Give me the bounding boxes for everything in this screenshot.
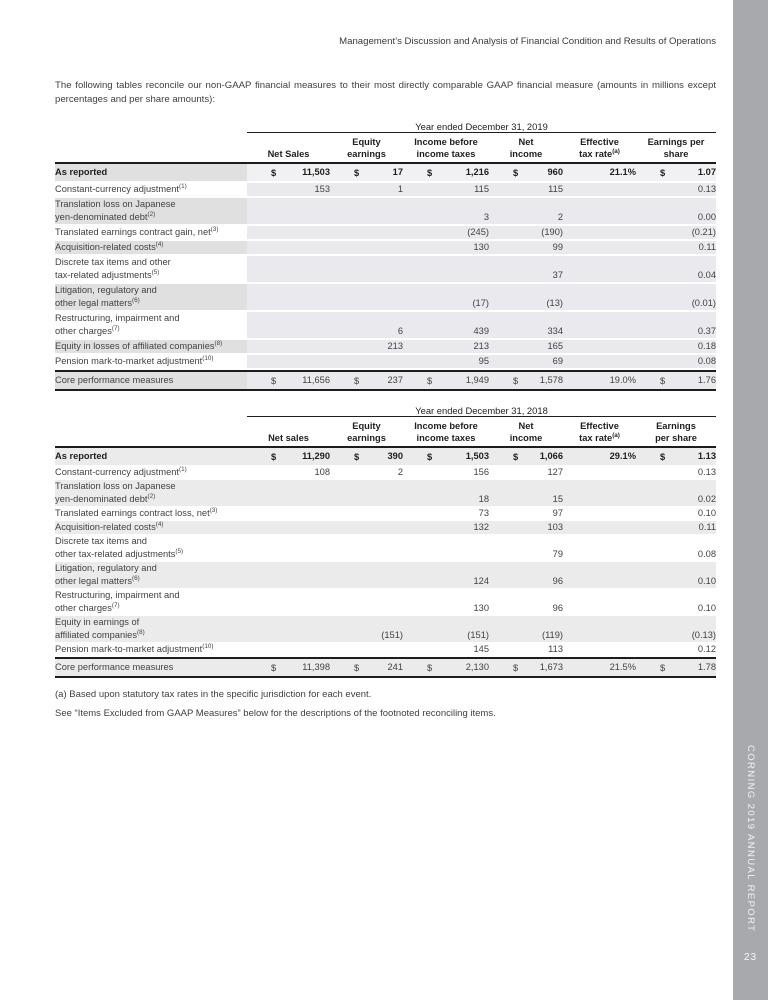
row-label: Discrete tax items andother tax-related adjustments$^{(5)}$ <box>55 535 247 562</box>
row-label: Litigation, regulatory andother legal matters$^{(6)}$ <box>55 562 247 589</box>
cell-net-income: (119) <box>489 616 563 643</box>
footnote-see-reference: See “Items Excluded from GAAP Measures” below for the descriptions of the footnoted reconciling items. <box>55 708 496 719</box>
cell-income-before-taxes: 95 <box>403 355 489 370</box>
cell-effective-tax-rate <box>563 241 636 256</box>
report-band-title: CORNING 2019 ANNUAL REPORT <box>745 745 756 933</box>
cell-earnings-per-share: (0.21) <box>636 226 716 241</box>
cell-net-income: 334 <box>489 312 563 340</box>
cell-equity-earnings <box>330 589 403 616</box>
spacer-cell <box>55 417 247 448</box>
column-header: Earnings pershare <box>636 133 716 164</box>
row-label: Pension mark-to-market adjustment$^{(10)}$ <box>55 355 247 370</box>
cell-income-before-taxes: 115 <box>403 183 489 198</box>
cell-income-before-taxes: 18 <box>403 480 489 507</box>
cell-earnings-per-share: 0.11 <box>636 521 716 535</box>
table-body-2018 <box>55 448 716 678</box>
cell-net-sales <box>247 480 330 507</box>
table-body-2019 <box>55 164 716 391</box>
spacer-cell <box>55 121 247 133</box>
table-row <box>55 256 716 284</box>
cell-earnings-per-share: 0.12 <box>636 643 716 657</box>
cell-net-income: 2 <box>489 198 563 226</box>
cell-effective-tax-rate <box>563 589 636 616</box>
cell-net-sales: $ 11,503 <box>247 164 330 183</box>
footnote-marker: (10) <box>202 642 214 650</box>
cell-earnings-per-share: 0.13 <box>636 183 716 198</box>
cell-effective-tax-rate <box>563 643 636 657</box>
cell-effective-tax-rate <box>563 521 636 535</box>
cell-net-income: 69 <box>489 355 563 370</box>
cell-earnings-per-share: 0.10 <box>636 589 716 616</box>
cell-net-sales <box>247 340 330 355</box>
page-content <box>55 0 716 719</box>
table-row <box>55 198 716 226</box>
row-label: Translation loss on Japaneseyen-denominated debt$^{(2)}$ <box>55 480 247 507</box>
page-number: 23 <box>743 952 758 963</box>
cell-equity-earnings <box>330 198 403 226</box>
row-label: Discrete tax items and othertax-related adjustments$^{(5)}$ <box>55 256 247 284</box>
cell-net-income: 115 <box>489 183 563 198</box>
cell-net-income: 79 <box>489 535 563 562</box>
column-header: Equityearnings <box>330 133 403 164</box>
cell-income-before-taxes: $ 2,130 <box>403 657 489 678</box>
year-header-2018: Year ended December 31, 2018 <box>247 405 716 417</box>
cell-net-sales <box>247 521 330 535</box>
cell-income-before-taxes <box>403 535 489 562</box>
footnote-marker: (4) <box>155 520 164 528</box>
column-header: Effectivetax rate$^{(a)}$ <box>563 417 636 448</box>
cell-net-income: 15 <box>489 480 563 507</box>
column-header-row <box>55 417 716 448</box>
cell-net-income: 37 <box>489 256 563 284</box>
column-header: Netincome <box>489 133 563 164</box>
cell-effective-tax-rate: 21.1% <box>563 164 636 183</box>
cell-income-before-taxes: 145 <box>403 643 489 657</box>
cell-income-before-taxes: 3 <box>403 198 489 226</box>
table-row <box>55 448 716 466</box>
cell-net-sales <box>247 355 330 370</box>
cell-effective-tax-rate <box>563 284 636 312</box>
cell-effective-tax-rate <box>563 480 636 507</box>
cell-earnings-per-share: 0.08 <box>636 535 716 562</box>
cell-net-income: 103 <box>489 521 563 535</box>
footnote-marker: (1) <box>179 182 187 190</box>
cell-earnings-per-share: 0.37 <box>636 312 716 340</box>
cell-effective-tax-rate <box>563 256 636 284</box>
cell-net-sales <box>247 198 330 226</box>
table-row <box>55 521 716 535</box>
table-row <box>55 226 716 241</box>
cell-net-income: 113 <box>489 643 563 657</box>
cell-income-before-taxes: $ 1,503 <box>403 448 489 466</box>
cell-effective-tax-rate: 29.1% <box>563 448 636 466</box>
table-row <box>55 480 716 507</box>
footnote-marker: (8) <box>214 339 223 347</box>
cell-effective-tax-rate <box>563 355 636 370</box>
cell-equity-earnings: 1 <box>330 183 403 198</box>
column-header: Earningsper share <box>636 417 716 448</box>
cell-net-income: (13) <box>489 284 563 312</box>
table-row <box>55 164 716 183</box>
row-label: Core performance measures <box>55 657 247 678</box>
table-row <box>55 183 716 198</box>
cell-net-income: $ 1,673 <box>489 657 563 678</box>
cell-equity-earnings: 213 <box>330 340 403 355</box>
cell-effective-tax-rate <box>563 312 636 340</box>
row-label: Constant-currency adjustment$^{(1)}$ <box>55 183 247 198</box>
table-row <box>55 562 716 589</box>
footnote-marker: (5) <box>175 547 184 555</box>
cell-net-sales: 153 <box>247 183 330 198</box>
footnote-marker: (6) <box>132 296 140 304</box>
cell-income-before-taxes: (245) <box>403 226 489 241</box>
cell-income-before-taxes: $ 1,216 <box>403 164 489 183</box>
cell-equity-earnings: $ 241 <box>330 657 403 678</box>
cell-income-before-taxes: 439 <box>403 312 489 340</box>
column-header: Equityearnings <box>330 417 403 448</box>
footnote-marker: (3) <box>210 225 219 233</box>
cell-effective-tax-rate <box>563 507 636 521</box>
cell-equity-earnings <box>330 562 403 589</box>
row-label: As reported <box>55 448 247 466</box>
cell-earnings-per-share: 0.10 <box>636 562 716 589</box>
table-row <box>55 241 716 256</box>
cell-net-sales <box>247 507 330 521</box>
column-header: Net sales <box>247 417 330 448</box>
cell-earnings-per-share: (0.13) <box>636 616 716 643</box>
cell-equity-earnings: $ 390 <box>330 448 403 466</box>
footnote-marker: (3) <box>209 506 218 514</box>
cell-net-sales: 108 <box>247 466 330 480</box>
cell-earnings-per-share: 0.18 <box>636 340 716 355</box>
cell-equity-earnings <box>330 256 403 284</box>
column-header: Income beforeincome taxes <box>403 133 489 164</box>
cell-effective-tax-rate <box>563 535 636 562</box>
cell-net-sales <box>247 226 330 241</box>
cell-equity-earnings <box>330 241 403 256</box>
footnote-marker: (a) <box>612 431 620 439</box>
cell-earnings-per-share: 0.00 <box>636 198 716 226</box>
table-row <box>55 312 716 340</box>
cell-income-before-taxes: 73 <box>403 507 489 521</box>
footnote-marker: (2) <box>147 492 156 500</box>
cell-earnings-per-share: $ 1.76 <box>636 370 716 391</box>
cell-effective-tax-rate <box>563 562 636 589</box>
row-label: Litigation, regulatory andother legal matters$^{(6)}$ <box>55 284 247 312</box>
table-row <box>55 507 716 521</box>
cell-income-before-taxes: (151) <box>403 616 489 643</box>
column-header: Net Sales <box>247 133 330 164</box>
cell-earnings-per-share: 0.11 <box>636 241 716 256</box>
cell-net-income: 96 <box>489 562 563 589</box>
cell-earnings-per-share: 0.13 <box>636 466 716 480</box>
table-row <box>55 657 716 678</box>
intro-paragraph: The following tables reconcile our non-GAAP financial measures to their most directly comparable GAAP financial measure (amounts in millions except percentages and per share amounts): <box>55 80 716 105</box>
cell-equity-earnings <box>330 535 403 562</box>
reconciliation-table-2019 <box>55 121 716 391</box>
cell-effective-tax-rate <box>563 226 636 241</box>
spacer-cell <box>55 133 247 164</box>
table-row <box>55 370 716 391</box>
table-row <box>55 284 716 312</box>
table-row <box>55 355 716 370</box>
cell-net-income: 99 <box>489 241 563 256</box>
table-row <box>55 535 716 562</box>
cell-net-sales <box>247 562 330 589</box>
cell-earnings-per-share: (0.01) <box>636 284 716 312</box>
cell-income-before-taxes: $ 1,949 <box>403 370 489 391</box>
footnote-marker: (7) <box>111 601 120 609</box>
cell-income-before-taxes: 213 <box>403 340 489 355</box>
cell-effective-tax-rate <box>563 183 636 198</box>
cell-net-sales <box>247 535 330 562</box>
footnote-marker: (1) <box>179 465 187 473</box>
footnote-marker: (4) <box>155 240 164 248</box>
table-row <box>55 340 716 355</box>
cell-equity-earnings <box>330 226 403 241</box>
cell-income-before-taxes: 130 <box>403 589 489 616</box>
cell-income-before-taxes: 156 <box>403 466 489 480</box>
footnote-a: (a) Based upon statutory tax rates in the specific jurisdiction for each event. <box>55 689 372 700</box>
cell-effective-tax-rate: 21.5% <box>563 657 636 678</box>
cell-net-sales: $ 11,398 <box>247 657 330 678</box>
cell-earnings-per-share: $ 1.07 <box>636 164 716 183</box>
reconciliation-table-2018 <box>55 405 716 678</box>
table-row <box>55 589 716 616</box>
cell-equity-earnings <box>330 521 403 535</box>
row-label: Equity in earnings ofaffiliated companies$^{(8)}$ <box>55 616 247 643</box>
cell-net-sales: $ 11,290 <box>247 448 330 466</box>
footnote-marker: (2) <box>147 210 156 218</box>
column-header-row <box>55 133 716 164</box>
cell-equity-earnings: (151) <box>330 616 403 643</box>
table-row <box>55 466 716 480</box>
cell-equity-earnings <box>330 507 403 521</box>
column-header: Effectivetax rate$^{(a)}$ <box>563 133 636 164</box>
cell-effective-tax-rate: 19.0% <box>563 370 636 391</box>
spacer-cell <box>55 405 247 417</box>
cell-net-sales <box>247 616 330 643</box>
cell-income-before-taxes: 132 <box>403 521 489 535</box>
footnote-marker: (a) <box>612 147 620 155</box>
cell-earnings-per-share: 0.10 <box>636 507 716 521</box>
cell-earnings-per-share: 0.04 <box>636 256 716 284</box>
cell-equity-earnings: 6 <box>330 312 403 340</box>
column-header: Netincome <box>489 417 563 448</box>
cell-net-income: $ 960 <box>489 164 563 183</box>
row-label: Translated earnings contract loss, net$^{(3)}$ <box>55 507 247 521</box>
cell-net-sales: $ 11,656 <box>247 370 330 391</box>
cell-equity-earnings <box>330 643 403 657</box>
row-label: Restructuring, impairment andother charges$^{(7)}$ <box>55 589 247 616</box>
cell-equity-earnings <box>330 480 403 507</box>
row-label: Equity in losses of affiliated companies$^{(8)}$ <box>55 340 247 355</box>
year-header-row <box>55 121 716 133</box>
document-title: Management’s Discussion and Analysis of Financial Condition and Results of Operations <box>339 36 716 47</box>
row-label: Pension mark-to-market adjustment$^{(10)}$ <box>55 643 247 657</box>
cell-net-income: $ 1,578 <box>489 370 563 391</box>
cell-effective-tax-rate <box>563 466 636 480</box>
cell-equity-earnings: $ 17 <box>330 164 403 183</box>
row-label: Acquisition-related costs$^{(4)}$ <box>55 241 247 256</box>
cell-earnings-per-share: 0.02 <box>636 480 716 507</box>
cell-equity-earnings: 2 <box>330 466 403 480</box>
cell-earnings-per-share: 0.08 <box>636 355 716 370</box>
table-row <box>55 643 716 657</box>
cell-net-sales <box>247 589 330 616</box>
column-header: Income beforeincome taxes <box>403 417 489 448</box>
footnote-marker: (6) <box>132 574 140 582</box>
cell-net-income: $ 1,066 <box>489 448 563 466</box>
cell-effective-tax-rate <box>563 340 636 355</box>
row-label: Translated earnings contract gain, net$^{(3)}$ <box>55 226 247 241</box>
cell-net-income: (190) <box>489 226 563 241</box>
report-side-band <box>733 0 768 1000</box>
cell-income-before-taxes: 130 <box>403 241 489 256</box>
cell-net-income: 97 <box>489 507 563 521</box>
row-label: Core performance measures <box>55 370 247 391</box>
cell-net-sales <box>247 241 330 256</box>
cell-earnings-per-share: $ 1.78 <box>636 657 716 678</box>
table-row <box>55 616 716 643</box>
cell-equity-earnings <box>330 284 403 312</box>
cell-effective-tax-rate <box>563 198 636 226</box>
cell-net-income: 165 <box>489 340 563 355</box>
footnote-marker: (10) <box>202 354 214 362</box>
cell-income-before-taxes: (17) <box>403 284 489 312</box>
cell-net-sales <box>247 284 330 312</box>
row-label: Restructuring, impairment andother charges$^{(7)}$ <box>55 312 247 340</box>
year-header-row <box>55 405 716 417</box>
cell-equity-earnings: $ 237 <box>330 370 403 391</box>
row-label: Constant-currency adjustment$^{(1)}$ <box>55 466 247 480</box>
footnote-marker: (7) <box>111 324 120 332</box>
row-label: As reported <box>55 164 247 183</box>
year-header-2019: Year ended December 31, 2019 <box>247 121 716 133</box>
cell-net-income: 96 <box>489 589 563 616</box>
cell-equity-earnings <box>330 355 403 370</box>
cell-net-sales <box>247 256 330 284</box>
row-label: Acquisition-related costs$^{(4)}$ <box>55 521 247 535</box>
cell-income-before-taxes: 124 <box>403 562 489 589</box>
row-label: Translation loss on Japaneseyen-denominated debt$^{(2)}$ <box>55 198 247 226</box>
cell-effective-tax-rate <box>563 616 636 643</box>
cell-earnings-per-share: $ 1.13 <box>636 448 716 466</box>
cell-net-sales <box>247 643 330 657</box>
footnote-marker: (8) <box>137 628 145 636</box>
cell-net-income: 127 <box>489 466 563 480</box>
footnote-marker: (5) <box>151 268 160 276</box>
cell-income-before-taxes <box>403 256 489 284</box>
cell-net-sales <box>247 312 330 340</box>
